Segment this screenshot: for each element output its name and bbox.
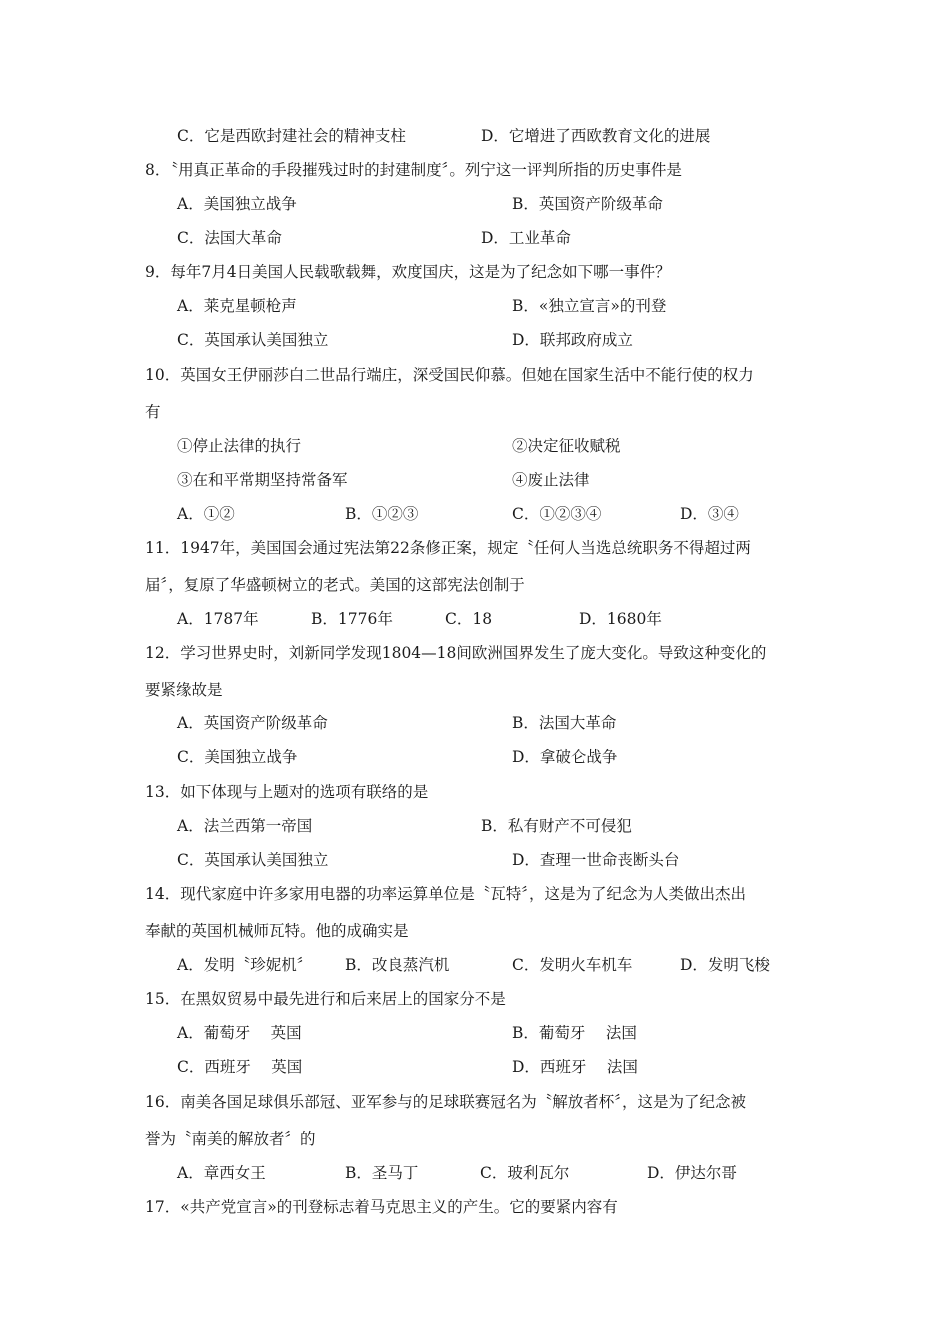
answer-option: C．法国大革命 — [177, 229, 282, 247]
answer-option: A．葡萄牙 英国 — [177, 1024, 302, 1042]
question-line: 11．1947年，美国国会通过宪法第22条修正案，规定〝任何人当选总统职务不得超过两 — [145, 539, 751, 557]
answer-option: B．私有财产不可侵犯 — [481, 817, 632, 835]
question-line: 8．〝用真正革命的手段摧残过时的封建制度〞。列宁这一评判所指的历史事件是 — [145, 161, 682, 179]
answer-option: A．英国资产阶级革命 — [177, 714, 328, 732]
answer-option: C．英国承认美国独立 — [177, 331, 329, 349]
answer-option: B．葡萄牙 法国 — [512, 1024, 637, 1042]
answer-option: C．①②③④ — [512, 505, 602, 523]
question-line: 届〞，复原了华盛顿树立的老式。美国的这部宪法创制于 — [145, 576, 525, 594]
answer-option: D．它增进了西欧教育文化的进展 — [481, 127, 711, 145]
question-line: 10．英国女王伊丽莎白二世品行端庄，深受国民仰慕。但她在国家生活中不能行使的权力 — [145, 366, 754, 384]
answer-option: A．美国独立战争 — [177, 195, 297, 213]
answer-option: C．西班牙 英国 — [177, 1058, 303, 1076]
answer-option: ①停止法律的执行 — [177, 437, 302, 455]
answer-option: B．圣马丁 — [345, 1164, 419, 1182]
question-line: 13．如下体现与上题对的选项有联络的是 — [145, 783, 429, 801]
question-line: 12．学习世界史时，刘新同学发现1804—18间欧洲国界发生了庞大变化。导致这种变化的 — [145, 644, 767, 662]
question-line: 有 — [145, 403, 161, 421]
answer-option: D．伊达尔哥 — [647, 1164, 737, 1182]
answer-option: A．法兰西第一帝国 — [177, 817, 313, 835]
answer-option: ④废止法律 — [512, 471, 590, 489]
answer-option: C．它是西欧封建社会的精神支柱 — [177, 127, 406, 145]
question-line: 17．«共产党宣言»的刊登标志着马克思主义的产生。它的要紧内容有 — [145, 1198, 618, 1216]
answer-option: D．拿破仑战争 — [512, 748, 618, 766]
answer-option: D．③④ — [680, 505, 739, 523]
answer-option: A．莱克星顿枪声 — [177, 297, 297, 315]
question-line: 14．现代家庭中许多家用电器的功率运算单位是〝瓦特〞，这是为了纪念为人类做出杰出 — [145, 885, 746, 903]
answer-option: C．英国承认美国独立 — [177, 851, 329, 869]
answer-option: C．18 — [445, 610, 493, 628]
answer-option: A．发明〝珍妮机〞 — [177, 956, 313, 974]
answer-option: D．1680年 — [579, 610, 662, 628]
answer-option: B．法国大革命 — [512, 714, 617, 732]
question-line: 奉献的英国机械师瓦特。他的成确实是 — [145, 922, 409, 940]
answer-option: ②决定征收赋税 — [512, 437, 621, 455]
answer-option: D．联邦政府成立 — [512, 331, 633, 349]
answer-option: D．工业革命 — [481, 229, 571, 247]
answer-option: B．改良蒸汽机 — [345, 956, 450, 974]
answer-option: A．①② — [177, 505, 235, 523]
answer-option: B．英国资产阶级革命 — [512, 195, 663, 213]
answer-option: C．发明火车机车 — [512, 956, 633, 974]
question-line: 9．每年7月4日美国人民载歌载舞，欢度国庆，这是为了纪念如下哪一事件？ — [145, 263, 671, 281]
question-line: 要紧缘故是 — [145, 681, 223, 699]
answer-option: D．西班牙 法国 — [512, 1058, 638, 1076]
answer-option: A．1787年 — [177, 610, 259, 628]
answer-option: C．美国独立战争 — [177, 748, 298, 766]
answer-option: B．«独立宣言»的刊登 — [512, 297, 667, 315]
answer-option: C．玻利瓦尔 — [480, 1164, 570, 1182]
answer-option: D．查理一世命丧断头台 — [512, 851, 680, 869]
answer-option: B．1776年 — [311, 610, 393, 628]
question-line: 誉为〝南美的解放者〞的 — [145, 1130, 316, 1148]
answer-option: D．发明飞梭 — [680, 956, 770, 974]
question-line: 15．在黑奴贸易中最先进行和后来居上的国家分不是 — [145, 990, 506, 1008]
answer-option: ③在和平常期坚持常备军 — [177, 471, 348, 489]
answer-option: A．章西女王 — [177, 1164, 266, 1182]
question-line: 16．南美各国足球俱乐部冠、亚军参与的足球联赛冠名为〝解放者杯〞，这是为了纪念被 — [145, 1093, 746, 1111]
answer-option: B．①②③ — [345, 505, 419, 523]
